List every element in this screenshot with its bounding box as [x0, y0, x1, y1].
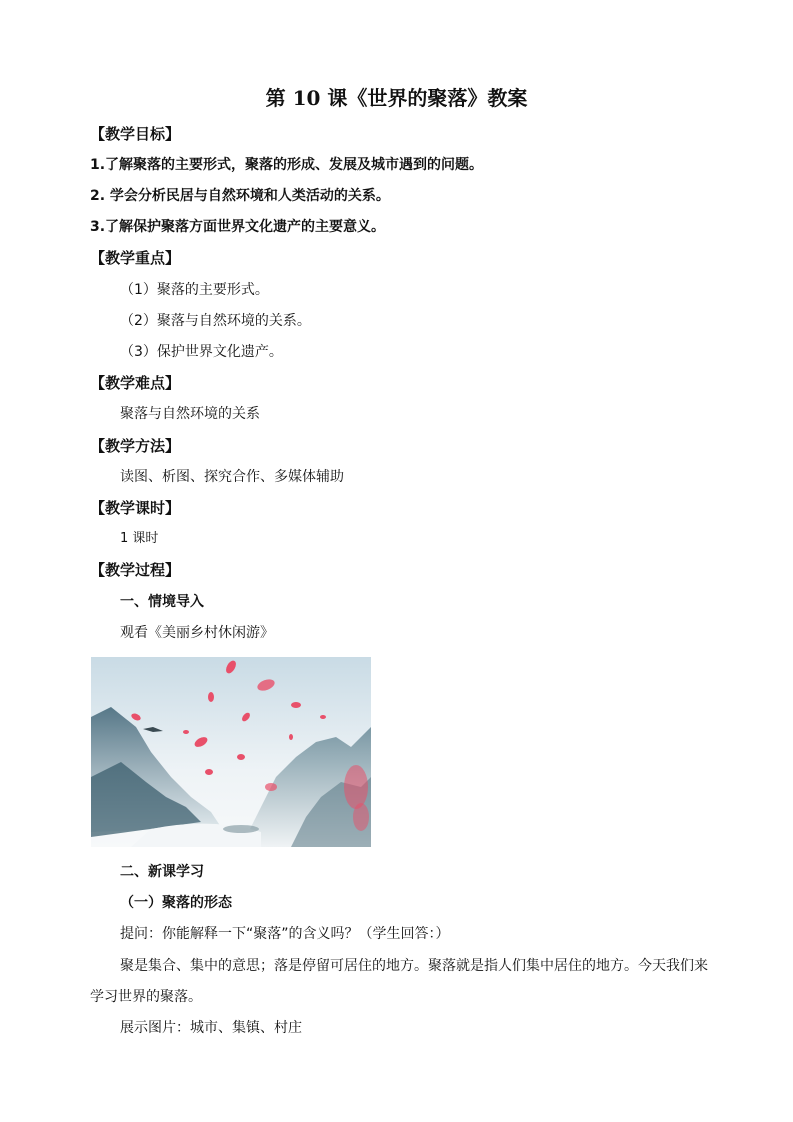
explanation-line-2: 学习世界的聚落。 [90, 989, 202, 1005]
method-text: 读图、析图、探究合作、多媒体辅助 [120, 469, 344, 485]
process-heading: 【教学过程】 [90, 561, 181, 579]
part1-heading: 一、情境导入 [120, 594, 204, 610]
show-pictures-text: 展示图片：城市、集镇、村庄 [120, 1020, 302, 1036]
objective-2: 2. 学会分析民居与自然环境和人类活动的关系。 [90, 188, 390, 204]
objectives-heading: 【教学目标】 [90, 125, 181, 143]
key-point-1: （1）聚落的主要形式。 [120, 282, 269, 298]
method-heading: 【教学方法】 [90, 437, 181, 455]
difficulty-heading: 【教学难点】 [90, 374, 181, 392]
page-title: 第 10 课《世界的聚落》教案 [265, 86, 528, 110]
scenery-picture [91, 657, 371, 847]
objective-1: 1.了解聚落的主要形式，聚落的形成、发展及城市遇到的问题。 [90, 157, 484, 173]
part2-subheading: （一）聚落的形态 [120, 895, 232, 911]
explanation-line-1: 聚是集合、集中的意思；落是停留可居住的地方。聚落就是指人们集中居住的地方。今天我们来 [120, 958, 708, 974]
part1-text: 观看《美丽乡村休闲游》 [120, 625, 274, 641]
part2-heading: 二、新课学习 [120, 864, 204, 880]
objective-3: 3.了解保护聚落方面世界文化遗产的主要意义。 [90, 219, 386, 235]
hours-heading: 【教学课时】 [90, 499, 181, 517]
difficulty-text: 聚落与自然环境的关系 [120, 406, 260, 422]
key-point-2: （2）聚落与自然环境的关系。 [120, 313, 311, 329]
key-points-heading: 【教学重点】 [90, 249, 181, 267]
question-text: 提问：你能解释一下“聚落”的含义吗？（学生回答：） [120, 926, 450, 942]
key-point-3: （3）保护世界文化遗产。 [120, 344, 283, 360]
hours-text: 1 课时 [120, 531, 159, 546]
